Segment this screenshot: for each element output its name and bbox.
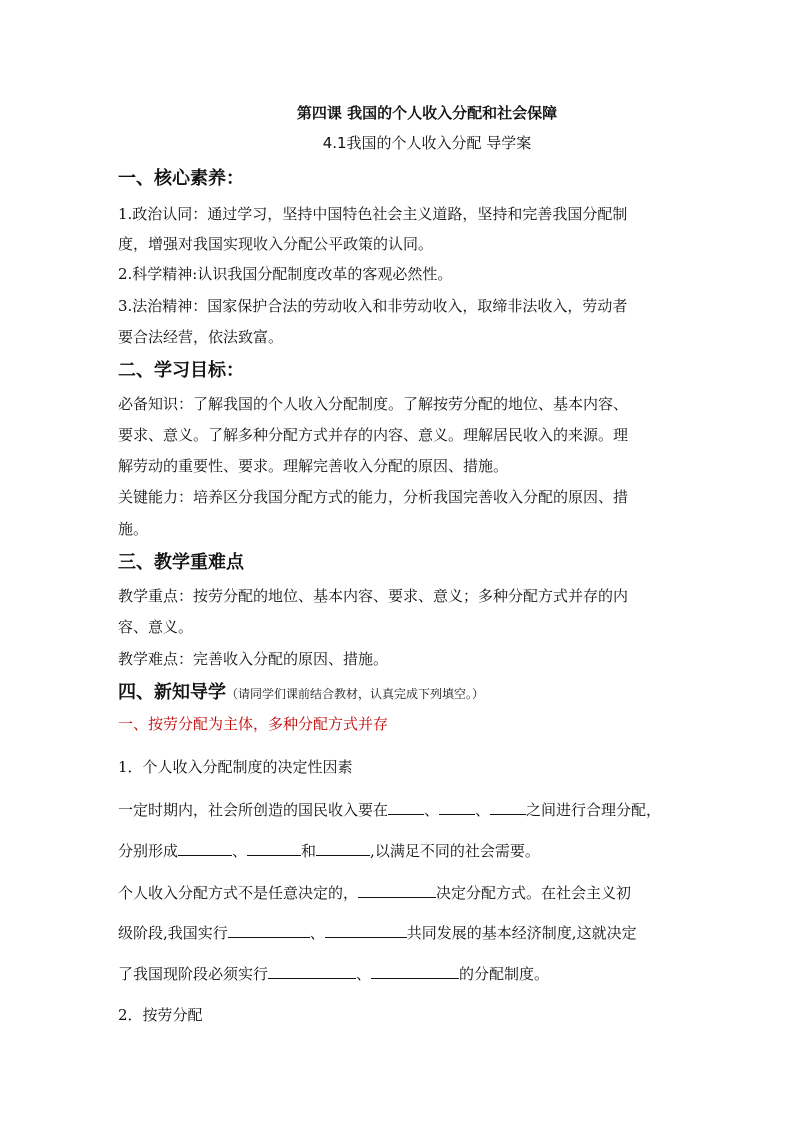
fill-blank[interactable] — [268, 964, 356, 979]
core-item-line: 度，增强对我国实现收入分配公平政策的认同。 — [118, 235, 434, 253]
text: 分别形成 — [118, 842, 179, 860]
fill-blank[interactable] — [388, 800, 424, 815]
fill-line-4 — [118, 922, 637, 943]
text: 、 — [232, 842, 248, 860]
text: 共同发展的基本经济制度,这就决定 — [406, 924, 637, 942]
text: 、 — [356, 965, 372, 983]
core-item-line: 1.政治认同：通过学习，坚持中国特色社会主义道路，坚持和完善我国分配制 — [118, 205, 628, 223]
text: 决定分配方式。在社会主义初 — [436, 884, 632, 902]
fill-blank[interactable] — [316, 841, 370, 856]
goal-line: 要求、意义。了解多种分配方式并存的内容、意义。理解居民收入的来源。理 — [118, 426, 629, 444]
text: 、 — [309, 924, 325, 942]
fill-line-5 — [118, 963, 549, 984]
question-1-title: 1．个人收入分配制度的决定性因素 — [118, 758, 353, 776]
text: 的分配制度。 — [459, 965, 550, 983]
heading-learning-goals: 二、学习目标： — [118, 360, 244, 381]
text: 了我国现阶段必须实行 — [118, 965, 269, 983]
text: 、 — [475, 801, 491, 819]
goal-line: 解劳动的重要性、要求。理解完善收入分配的原因、措施。 — [118, 457, 509, 475]
fill-blank[interactable] — [247, 841, 301, 856]
fill-line-2 — [118, 840, 540, 861]
heading-key-points: 三、教学重难点 — [118, 552, 244, 573]
fill-blank[interactable] — [228, 923, 310, 938]
fill-blank[interactable] — [358, 883, 436, 898]
text: 、 — [424, 801, 440, 819]
text: 之间进行合理分配， — [526, 801, 662, 819]
heading-new-knowledge — [118, 678, 484, 704]
goal-line: 必备知识：了解我国的个人收入分配制度。了解按劳分配的地位、基本内容、 — [118, 395, 629, 413]
heading-note: （请同学们课前结合教材，认真完成下列填空。） — [226, 687, 485, 701]
fill-line-1 — [118, 799, 661, 820]
question-2-title: 2．按劳分配 — [118, 1006, 203, 1024]
text: 级阶段,我国实行 — [118, 924, 228, 942]
section-title: 4.1我国的个人收入分配 导学案 — [322, 134, 532, 152]
fill-blank[interactable] — [178, 841, 232, 856]
goal-line: 关键能力：培养区分我国分配方式的能力，分析我国完善收入分配的原因、措 — [118, 488, 629, 506]
key-point-line: 容、意义。 — [118, 618, 194, 636]
subheading-distribution: 一、按劳分配为主体，多种分配方式并存 — [118, 715, 389, 733]
key-point-line: 教学难点：完善收入分配的原因、措施。 — [118, 650, 389, 668]
fill-blank[interactable] — [371, 964, 459, 979]
lesson-title: 第四课 我国的个人收入分配和社会保障 — [296, 104, 558, 122]
heading-core-literacy: 一、核心素养： — [118, 168, 244, 189]
core-item-line: 要合法经营，依法致富。 — [118, 328, 284, 346]
core-item-line: 3.法治精神：国家保护合法的劳动收入和非劳动收入，取缔非法收入，劳动者 — [118, 297, 628, 315]
text: 个人收入分配方式不是任意决定的， — [118, 884, 359, 902]
fill-blank[interactable] — [439, 800, 475, 815]
text: ,以满足不同的社会需要。 — [370, 842, 540, 860]
fill-line-3 — [118, 882, 631, 903]
core-item-line: 2.科学精神:认识我国分配制度改革的客观必然性。 — [118, 265, 453, 283]
goal-line: 施。 — [118, 520, 149, 538]
text: 一定时期内，社会所创造的国民收入要在 — [118, 801, 389, 819]
text: 和 — [301, 842, 317, 860]
fill-blank[interactable] — [325, 923, 407, 938]
key-point-line: 教学重点：按劳分配的地位、基本内容、要求、意义；多种分配方式并存的内 — [118, 587, 629, 605]
heading-text: 四、新知导学 — [118, 682, 226, 703]
fill-blank[interactable] — [490, 800, 526, 815]
